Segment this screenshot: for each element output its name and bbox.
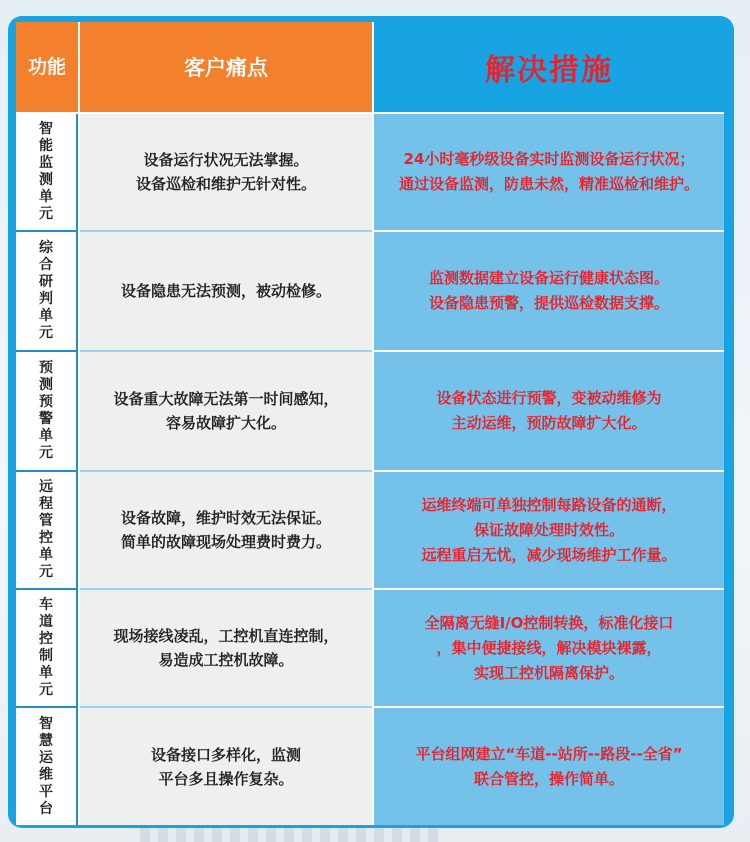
row-solution xyxy=(374,472,724,590)
solution-line: 平台组网建立“车道--站所--路段--全省” xyxy=(415,744,683,763)
pain-line: 简单的故障现场处理费时费力。 xyxy=(120,533,331,551)
background-cityscape xyxy=(140,828,440,842)
pain-line: 设备隐患无法预测，被动检修。 xyxy=(120,282,331,300)
solution-line: 联合管控，操作简单。 xyxy=(473,769,624,788)
solution-line: 实现工控机隔离保护。 xyxy=(473,663,624,682)
row-function: 车道控制单元 xyxy=(16,590,78,708)
row-solution xyxy=(374,590,724,708)
row-solution xyxy=(374,352,724,472)
row-function: 综合研判单元 xyxy=(16,232,78,352)
pain-line: 现场接线凌乱，工控机直连控制， xyxy=(113,627,339,645)
pain-line: 设备重大故障无法第一时间感知， xyxy=(113,390,339,408)
row-pain xyxy=(80,232,372,352)
header-function: 功能 xyxy=(16,22,78,112)
pain-line: 平台多且操作复杂。 xyxy=(158,769,294,788)
row-function: 智能监测单元 xyxy=(16,114,78,232)
solution-line: ，集中便捷接线，解决模块裸露， xyxy=(436,638,662,657)
row-function: 智慧运维平台 xyxy=(16,708,78,825)
solution-line: 通过设备监测，防患未然，精准巡检和维护。 xyxy=(398,175,699,193)
pain-line: 容易故障扩大化。 xyxy=(165,414,286,432)
row-function: 预测预警单元 xyxy=(16,352,78,472)
pain-line: 易造成工控机故障。 xyxy=(158,651,294,669)
solution-line: 设备隐患预警，提供巡检数据支撑。 xyxy=(428,294,669,312)
solution-line: 远程重启无忧，减少现场维护工作量。 xyxy=(421,545,677,564)
row-pain xyxy=(80,708,372,825)
row-solution xyxy=(374,708,724,825)
solution-line: 主动运维，预防故障扩大化。 xyxy=(451,414,647,432)
row-pain xyxy=(80,472,372,590)
pain-line: 设备接口多样化，监测 xyxy=(150,745,301,764)
solution-line: 全隔离无缝I/O控制转换，标准化接口 xyxy=(424,613,674,632)
solution-line: 监测数据建立设备运行健康状态图。 xyxy=(428,269,669,287)
pain-line: 设备巡检和维护无针对性。 xyxy=(135,175,316,193)
solution-line: 保证故障处理时效性。 xyxy=(473,520,624,539)
pain-line: 设备运行状况无法掌握。 xyxy=(143,151,309,169)
row-pain xyxy=(80,352,372,472)
row-solution xyxy=(374,232,724,352)
solution-line: 设备状态进行预警，变被动维修为 xyxy=(436,389,662,407)
solution-line: 24小时毫秒级设备实时监测设备运行状况； xyxy=(403,150,695,168)
feature-table xyxy=(16,22,724,825)
row-pain xyxy=(80,114,372,232)
row-solution xyxy=(374,114,724,232)
row-function: 远程管控单元 xyxy=(16,472,78,590)
solution-line: 运维终端可单独控制每路设备的通断， xyxy=(421,495,677,514)
header-pain-points: 客户痛点 xyxy=(80,22,372,112)
header-solutions: 解决措施 xyxy=(374,22,724,112)
pain-line: 设备故障，维护时效无法保证。 xyxy=(120,509,331,527)
row-pain xyxy=(80,590,372,708)
